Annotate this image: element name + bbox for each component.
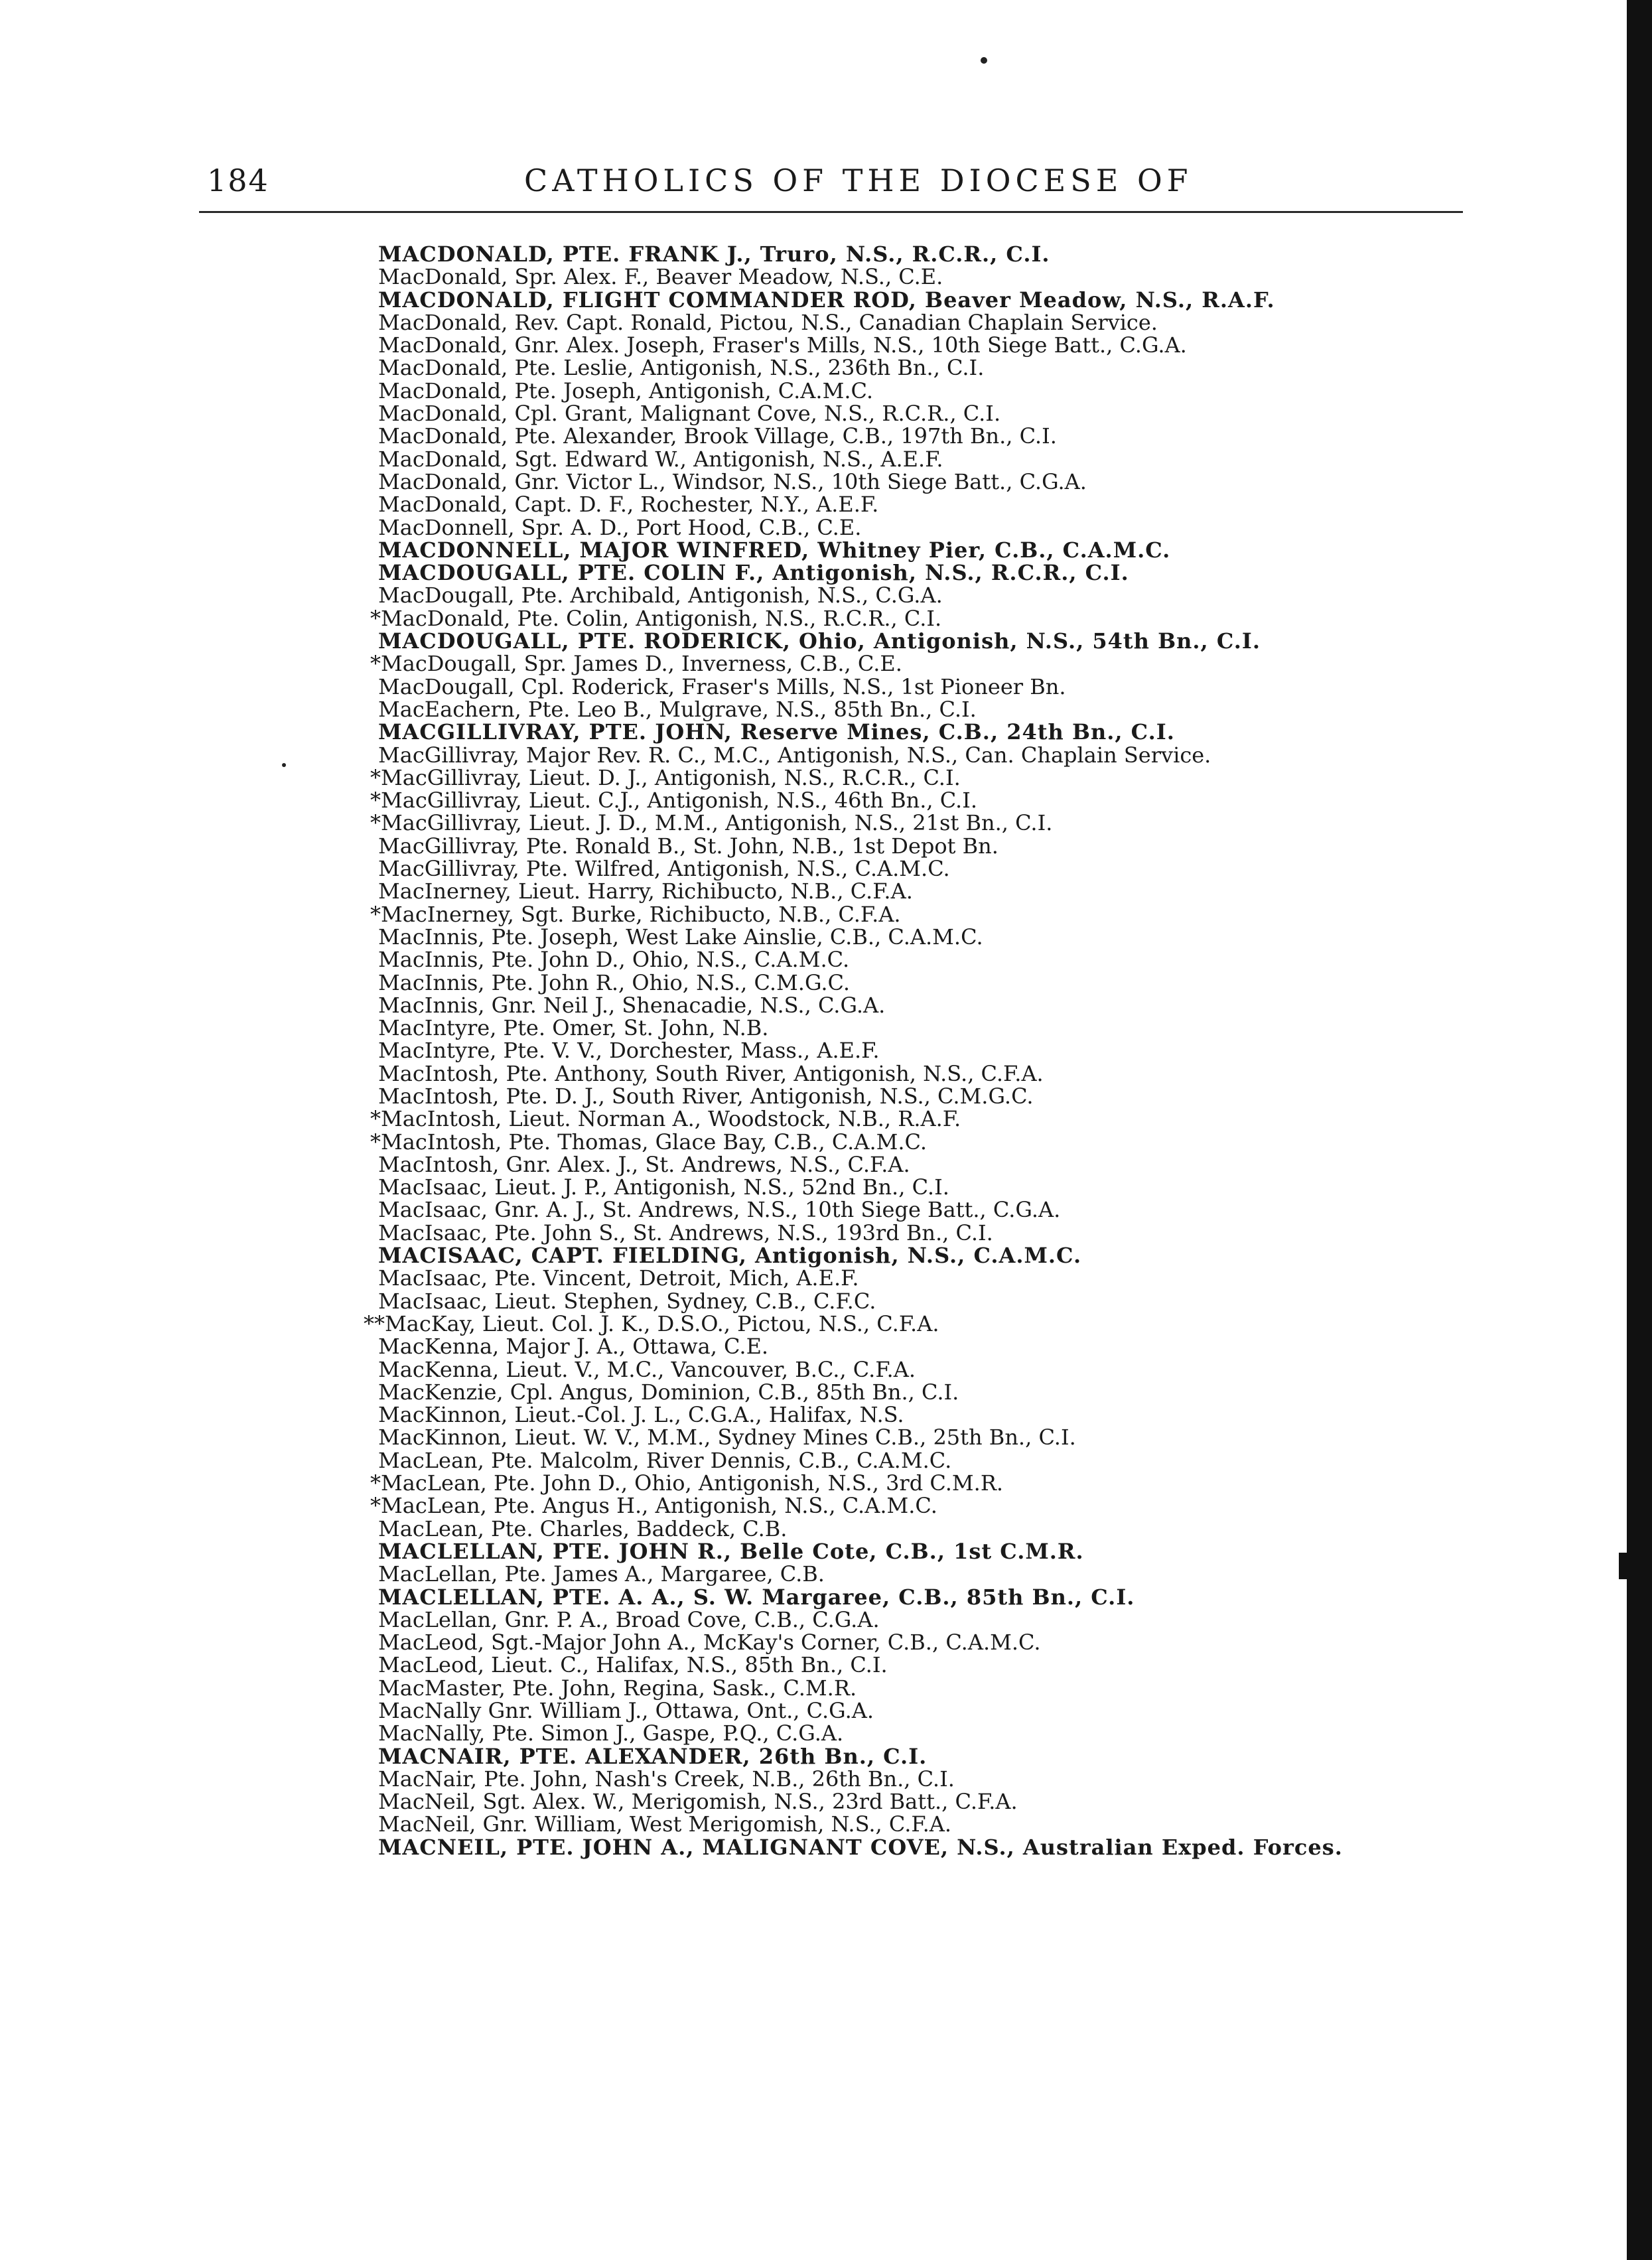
roster-entry-casualty: MACDONNELL, MAJOR WINFRED, Whitney Pier, C.B., C.A.M.C. — [378, 537, 1171, 563]
roster-entry: MacDonald, Pte. Joseph, Antigonish, C.A.M.C. — [378, 378, 874, 403]
roster-entry: *MacIntosh, Pte. Thomas, Glace Bay, C.B., C.A.M.C. — [370, 1129, 928, 1155]
roster-entry: MacInnis, Pte. John R., Ohio, N.S., C.M.G.C. — [378, 969, 851, 995]
roster-entry-casualty: MACDOUGALL, PTE. RODERICK, Ohio, Antigonish, N.S., 54th Bn., C.I. — [378, 628, 1261, 654]
roster-entry: MacIntosh, Gnr. Alex. J., St. Andrews, N.S., C.F.A. — [378, 1151, 910, 1177]
roster-entry-casualty: MACDOUGALL, PTE. COLIN F., Antigonish, N.S., R.C.R., C.I. — [378, 560, 1129, 586]
roster-entry: MacDonald, Pte. Leslie, Antigonish, N.S., 236th Bn., C.I. — [378, 355, 985, 381]
roster-entry: MacIsaac, Lieut. J. P., Antigonish, N.S., 52nd Bn., C.I. — [378, 1174, 949, 1200]
roster-entry: *MacLean, Pte. Angus H., Antigonish, N.S., C.A.M.C. — [370, 1493, 937, 1519]
roster-entry: *MacDougall, Spr. James D., Inverness, C.B., C.E. — [370, 651, 902, 677]
scan-edge-notch — [1619, 1553, 1628, 1579]
roster-entry-casualty: MACDONALD, PTE. FRANK J., Truro, N.S., R.C.R., C.I. — [378, 242, 1050, 267]
roster-entry: MacDougall, Cpl. Roderick, Fraser's Mills, N.S., 1st Pioneer Bn. — [378, 673, 1066, 699]
roster-entry: MacLeod, Sgt.-Major John A., McKay's Corner, C.B., C.A.M.C. — [378, 1630, 1041, 1656]
roster-entry: MacDonald, Cpl. Grant, Malignant Cove, N.S., R.C.R., C.I. — [378, 401, 1001, 427]
roster-entry: *MacGillivray, Lieut. J. D., M.M., Antigonish, N.S., 21st Bn., C.I. — [370, 810, 1053, 836]
roster-entry: MacNeil, Gnr. William, West Merigomish, N.S., C.F.A. — [378, 1811, 952, 1837]
speck-mark — [282, 763, 286, 767]
roster-entry: MacDougall, Pte. Archibald, Antigonish, N.S., C.G.A. — [378, 583, 943, 608]
roster-entry: MacKenna, Lieut. V., M.C., Vancouver, B.C., C.F.A. — [378, 1356, 916, 1382]
scan-edge-bar — [1627, 0, 1652, 2260]
page-number: 184 — [207, 163, 269, 198]
roster-entry: MacInnis, Gnr. Neil J., Shenacadie, N.S., C.G.A. — [378, 992, 886, 1018]
running-title: CATHOLICS OF THE DIOCESE OF — [524, 163, 1193, 198]
speck-mark — [981, 57, 987, 64]
roster-entry: MacDonald, Sgt. Edward W., Antigonish, N.S., A.E.F. — [378, 446, 943, 472]
roster-entry: *MacDonald, Pte. Colin, Antigonish, N.S., R.C.R., C.I. — [370, 605, 942, 631]
roster-entry: MacDonald, Rev. Capt. Ronald, Pictou, N.S., Canadian Chaplain Service. — [378, 309, 1158, 335]
roster-entry: MacKenna, Major J. A., Ottawa, C.E. — [378, 1334, 769, 1360]
roster-entry-casualty: MACDONALD, FLIGHT COMMANDER ROD, Beaver Meadow, N.S., R.A.F. — [378, 287, 1275, 313]
roster-entry: MacDonald, Spr. Alex. F., Beaver Meadow, N.S., C.E. — [378, 264, 943, 290]
roster-entry-casualty: MACNEIL, PTE. JOHN A., MALIGNANT COVE, N.S., Australian Exped. Forces. — [378, 1834, 1343, 1860]
roster-entry: MacEachern, Pte. Leo B., Mulgrave, N.S., 85th Bn., C.I. — [378, 696, 977, 722]
roster-entry: MacDonald, Pte. Alexander, Brook Village, C.B., 197th Bn., C.I. — [378, 423, 1057, 449]
roster-entry: MacGillivray, Major Rev. R. C., M.C., Antigonish, N.S., Can. Chaplain Service. — [378, 742, 1211, 768]
roster-entry: MacIntosh, Pte. D. J., South River, Antigonish, N.S., C.M.G.C. — [378, 1083, 1034, 1109]
roster-entry: MacGillivray, Pte. Wilfred, Antigonish, N.S., C.A.M.C. — [378, 856, 950, 882]
roster-list — [364, 242, 1572, 1860]
roster-entry: MacNally, Pte. Simon J., Gaspe, P.Q., C.G.A. — [378, 1721, 844, 1746]
roster-entry: MacNair, Pte. John, Nash's Creek, N.B., 26th Bn., C.I. — [378, 1766, 955, 1792]
roster-entry: MacIntyre, Pte. Omer, St. John, N.B. — [378, 1015, 769, 1041]
roster-entry: *MacGillivray, Lieut. C.J., Antigonish, N.S., 46th Bn., C.I. — [370, 788, 978, 813]
roster-entry: *MacLean, Pte. John D., Ohio, Antigonish, N.S., 3rd C.M.R. — [370, 1470, 1004, 1496]
roster-entry: MacNally Gnr. William J., Ottawa, Ont., C.G.A. — [378, 1698, 874, 1723]
roster-entry: MacIsaac, Lieut. Stephen, Sydney, C.B., C.F.C. — [378, 1288, 876, 1314]
roster-entry: MacDonnell, Spr. A. D., Port Hood, C.B., C.E. — [378, 514, 862, 540]
roster-entry-casualty: MACLELLAN, PTE. A. A., S. W. Margaree, C.B., 85th Bn., C.I. — [378, 1584, 1135, 1610]
roster-entry-casualty: MACNAIR, PTE. ALEXANDER, 26th Bn., C.I. — [378, 1743, 928, 1769]
roster-entry: MacGillivray, Pte. Ronald B., St. John, N.B., 1st Depot Bn. — [378, 833, 998, 859]
roster-entry: MacInnis, Pte. John D., Ohio, N.S., C.A.M.C. — [378, 947, 850, 973]
roster-entry: MacNeil, Sgt. Alex. W., Merigomish, N.S., 23rd Batt., C.F.A. — [378, 1789, 1018, 1815]
roster-entry: MacKenzie, Cpl. Angus, Dominion, C.B., 85th Bn., C.I. — [378, 1379, 959, 1405]
roster-entry: *MacInerney, Sgt. Burke, Richibucto, N.B., C.F.A. — [370, 901, 901, 927]
roster-entry: MacMaster, Pte. John, Regina, Sask., C.M.R. — [378, 1675, 857, 1701]
roster-entry: *MacIntosh, Lieut. Norman A., Woodstock, N.B., R.A.F. — [370, 1106, 961, 1132]
roster-entry: MacInnis, Pte. Joseph, West Lake Ainslie, C.B., C.A.M.C. — [378, 924, 983, 950]
roster-entry: MacLean, Pte. Malcolm, River Dennis, C.B., C.A.M.C. — [378, 1447, 952, 1473]
roster-entry: MacIntyre, Pte. V. V., Dorchester, Mass., A.E.F. — [378, 1038, 880, 1064]
roster-entry: MacLellan, Pte. James A., Margaree, C.B. — [378, 1561, 825, 1587]
roster-entry: MacIntosh, Pte. Anthony, South River, Antigonish, N.S., C.F.A. — [378, 1060, 1044, 1086]
roster-entry: MacInerney, Lieut. Harry, Richibucto, N.B., C.F.A. — [378, 879, 913, 904]
roster-entry: MacKinnon, Lieut.-Col. J. L., C.G.A., Halifax, N.S. — [378, 1402, 904, 1428]
roster-entry: *MacGillivray, Lieut. D. J., Antigonish, N.S., R.C.R., C.I. — [370, 764, 961, 790]
roster-entry-casualty: MACGILLIVRAY, PTE. JOHN, Reserve Mines, C.B., 24th Bn., C.I. — [378, 719, 1175, 745]
roster-entry: MacLeod, Lieut. C., Halifax, N.S., 85th Bn., C.I. — [378, 1652, 888, 1678]
roster-entry: MacKinnon, Lieut. W. V., M.M., Sydney Mines C.B., 25th Bn., C.I. — [378, 1425, 1076, 1450]
roster-entry: MacDonald, Capt. D. F., Rochester, N.Y., A.E.F. — [378, 492, 879, 518]
roster-entry: MacLean, Pte. Charles, Baddeck, C.B. — [378, 1516, 788, 1541]
roster-entry: MacDonald, Gnr. Alex. Joseph, Fraser's Mills, N.S., 10th Siege Batt., C.G.A. — [378, 332, 1187, 358]
roster-entry: MacIsaac, Pte. John S., St. Andrews, N.S., 193rd Bn., C.I. — [378, 1220, 993, 1245]
header-rule — [199, 211, 1463, 213]
roster-entry: MacDonald, Gnr. Victor L., Windsor, N.S., 10th Siege Batt., C.G.A. — [378, 468, 1087, 494]
roster-entry: MacIsaac, Pte. Vincent, Detroit, Mich, A.E.F. — [378, 1265, 859, 1291]
roster-entry-casualty: MACLELLAN, PTE. JOHN R., Belle Cote, C.B., 1st C.M.R. — [378, 1538, 1084, 1564]
roster-entry: MacIsaac, Gnr. A. J., St. Andrews, N.S., 10th Siege Batt., C.G.A. — [378, 1197, 1061, 1223]
roster-entry-casualty: MACISAAC, CAPT. FIELDING, Antigonish, N.S., C.A.M.C. — [378, 1243, 1082, 1269]
roster-entry: MacLellan, Gnr. P. A., Broad Cove, C.B., C.G.A. — [378, 1606, 880, 1632]
roster-entry: **MacKay, Lieut. Col. J. K., D.S.O., Pictou, N.S., C.F.A. — [364, 1310, 939, 1336]
